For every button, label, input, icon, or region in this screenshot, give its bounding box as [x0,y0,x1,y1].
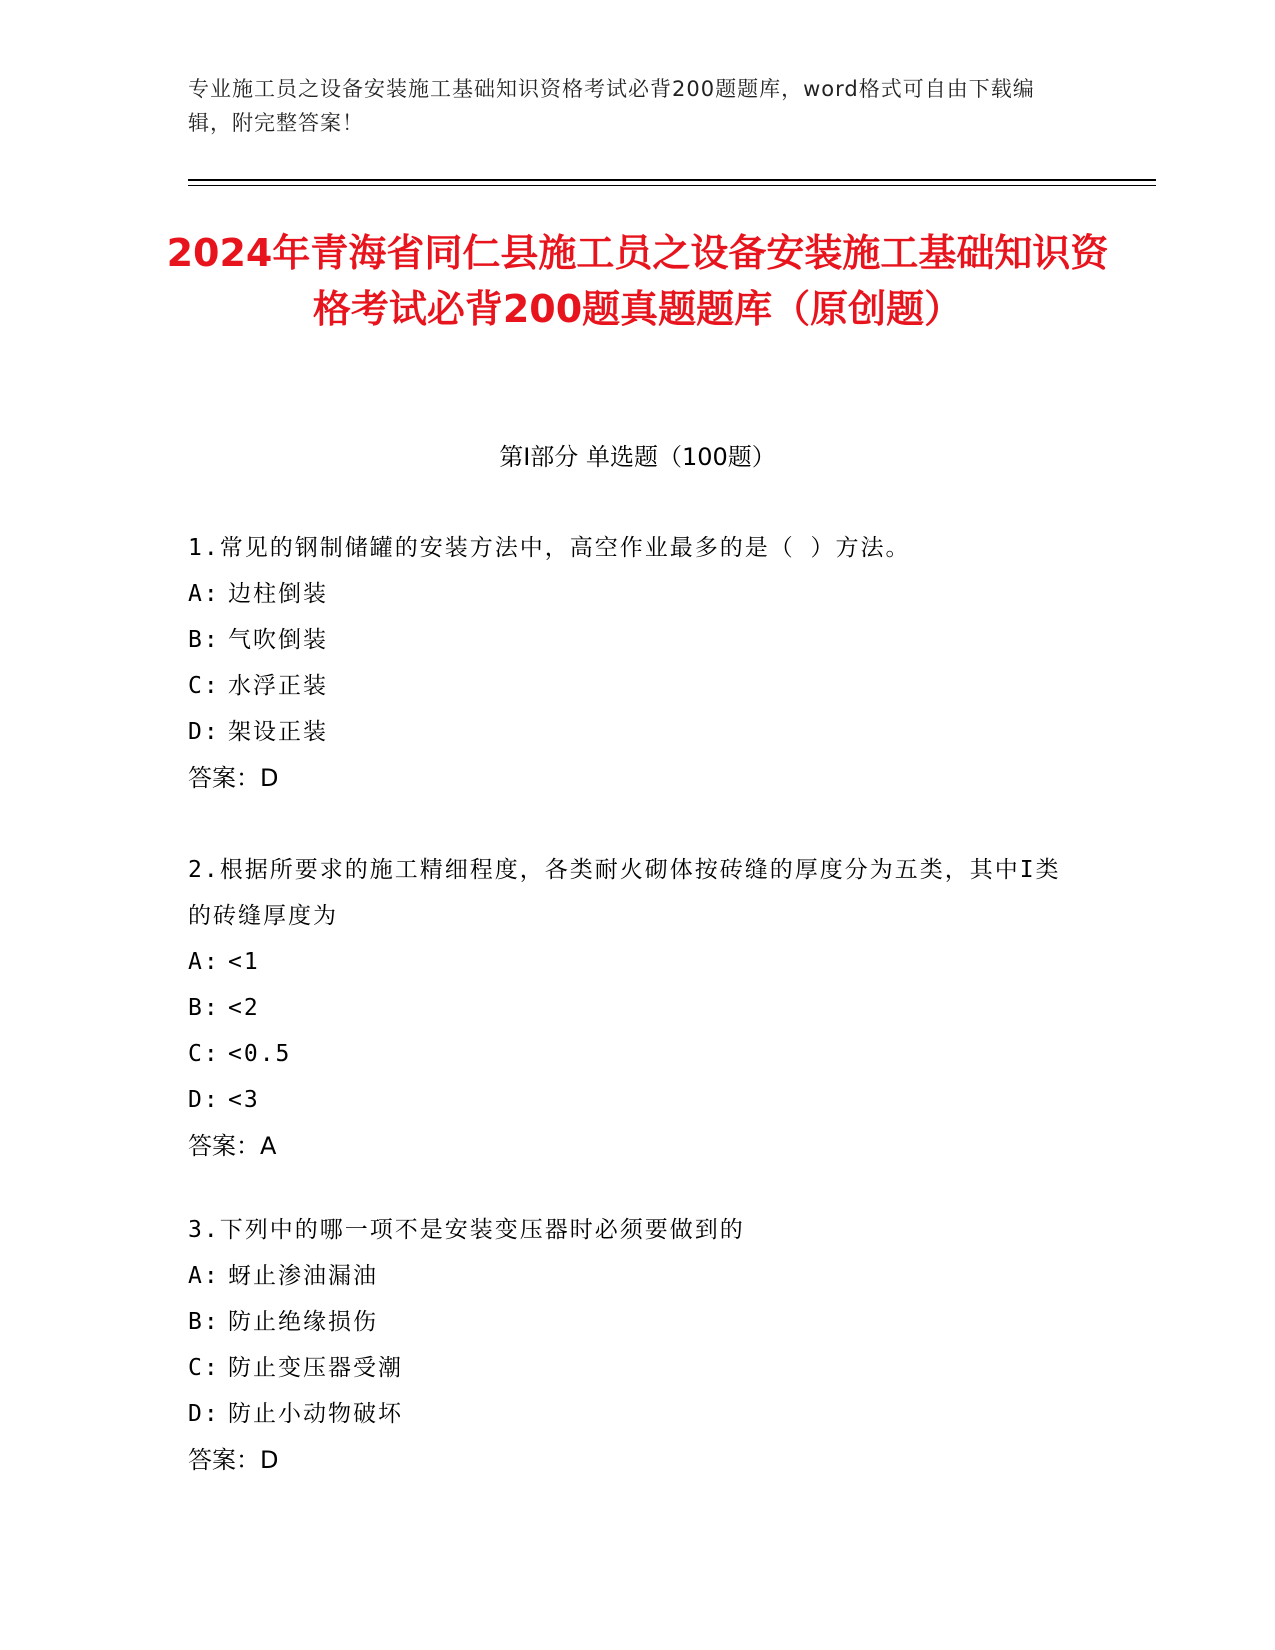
answer-line: 答案：D [188,764,279,792]
option-text: 蚜止渗油漏油 [228,1263,378,1289]
option-text: <2 [228,995,260,1021]
option-letter: A: [188,1263,220,1289]
option-letter: D: [188,1401,220,1427]
option-text: 防止变压器受潮 [228,1355,403,1381]
question-2 [188,847,1068,1169]
question-3 [188,1207,1068,1483]
option-a [188,571,1068,617]
header-note: 专业施工员之设备安装施工基础知识资格考试必背200题题库，word格式可自由下载编辑，附完整答案！ [188,77,1035,135]
option-text: <1 [228,949,260,975]
option-a [188,1253,1068,1299]
option-b [188,985,1068,1031]
option-d [188,709,1068,755]
header-divider-thin [188,185,1156,186]
option-d [188,1077,1068,1123]
answer-line: 答案：A [188,1132,277,1160]
option-letter: B: [188,995,220,1021]
option-c [188,663,1068,709]
document-title: 2024年青海省同仁县施工员之设备安装施工基础知识资格考试必背200题真题题库（原创题） [166,231,1109,331]
option-letter: A: [188,581,220,607]
option-text: 防止小动物破坏 [228,1401,403,1427]
option-text: <0.5 [228,1041,292,1067]
option-letter: C: [188,1355,220,1381]
option-text: 架设正装 [228,719,328,745]
question-1 [188,525,1068,801]
option-letter: B: [188,627,220,653]
answer-line: 答案：D [188,1446,279,1474]
option-text: 边柱倒装 [228,581,328,607]
question-stem: 1.常见的钢制储罐的安装方法中，高空作业最多的是（ ）方法。 [188,535,911,561]
header-divider-thick [188,179,1156,181]
option-letter: C: [188,673,220,699]
option-c [188,1345,1068,1391]
option-d [188,1391,1068,1437]
option-c [188,1031,1068,1077]
option-letter: C: [188,1041,220,1067]
option-text: <3 [228,1087,260,1113]
option-b [188,617,1068,663]
option-b [188,1299,1068,1345]
option-a [188,939,1068,985]
option-letter: A: [188,949,220,975]
option-letter: D: [188,1087,220,1113]
option-text: 水浮正装 [228,673,328,699]
option-text: 气吹倒装 [228,627,328,653]
section-heading: 第I部分 单选题（100题） [499,443,776,471]
option-letter: D: [188,719,220,745]
question-stem: 3.下列中的哪一项不是安装变压器时必须要做到的 [188,1217,745,1243]
option-letter: B: [188,1309,220,1335]
question-stem: 2.根据所要求的施工精细程度，各类耐火砌体按砖缝的厚度分为五类，其中I类的砖缝厚度为 [188,857,1061,929]
option-text: 防止绝缘损伤 [228,1309,378,1335]
